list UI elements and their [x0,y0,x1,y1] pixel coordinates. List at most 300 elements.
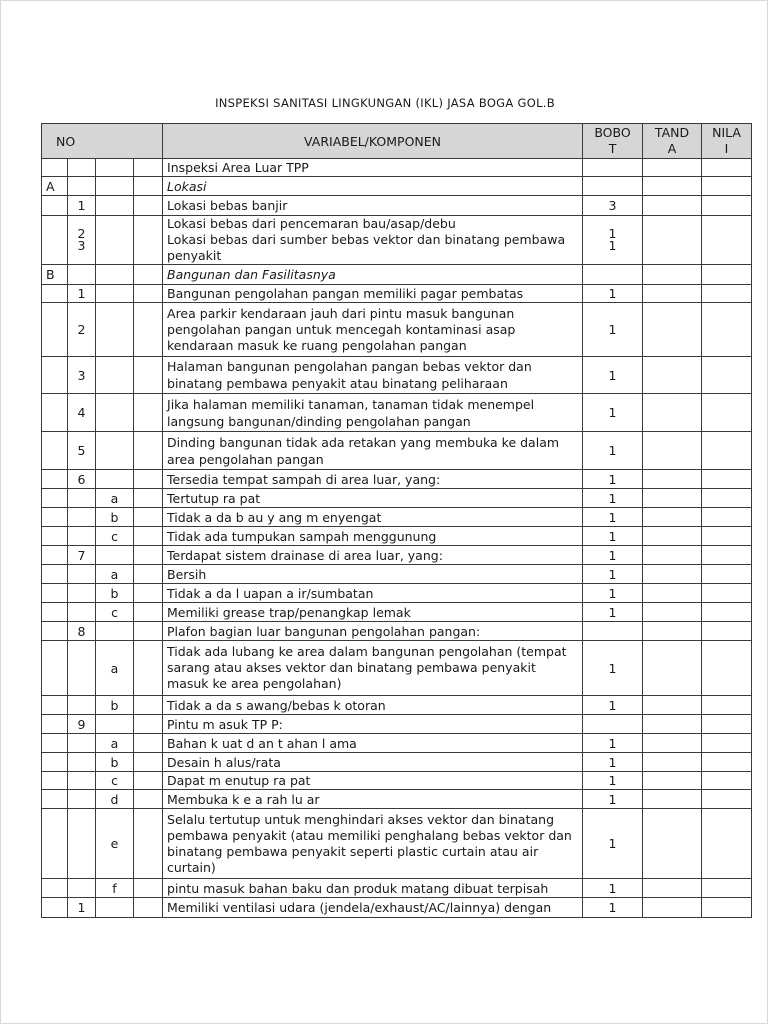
bobot-cell: 1 [583,508,643,527]
nilai-cell [702,546,752,565]
item-number-cell [68,584,96,603]
nilai-cell [702,622,752,641]
table-row [42,489,752,508]
variable-cell [163,159,583,177]
nilai-cell [702,753,752,772]
sub-item-cell: f [96,879,134,898]
variable-text-line: penyakit [167,248,222,263]
variable-cell [163,565,583,584]
table-row [42,584,752,603]
variable-cell [163,753,583,772]
nilai-cell [702,527,752,546]
spacer-cell [134,177,163,196]
sub-item-cell: c [96,772,134,790]
item-number-cell: 1 [68,196,96,216]
spacer-cell [134,809,163,879]
item-number-cell [68,159,96,177]
variable-text-line: Tidak a da b au y ang m enyengat [167,509,382,525]
tanda-cell [643,734,702,753]
nilai-cell [702,394,752,432]
bobot-cell: 1 [583,641,643,696]
bobot-cell: 1 [583,809,643,879]
bobot-cell [583,265,643,285]
tanda-cell [643,584,702,603]
table-row [42,285,752,303]
variable-text-line: Terdapat sistem drainase di area luar, yang: [167,547,443,563]
item-number-cell [68,603,96,622]
variable-text-line: Selalu tertutup untuk menghindari akses vektor dan binatang [167,811,555,827]
item-number-cell: 1 [68,285,96,303]
nilai-cell [702,734,752,753]
variable-cell [163,584,583,603]
tanda-cell [643,285,702,303]
variable-text-line: Tidak ada lubang ke area dalam bangunan pengolahan (tempat [167,644,567,659]
sub-item-cell: d [96,790,134,809]
item-number-cell [68,753,96,772]
tanda-cell [643,753,702,772]
spacer-cell [134,790,163,809]
tanda-cell [643,196,702,216]
item-number-cell: 8 [68,622,96,641]
variable-cell [163,696,583,715]
table-row [42,177,752,196]
item-number-cell [68,565,96,584]
tanda-cell [643,216,702,265]
tanda-cell [643,177,702,196]
nilai-cell [702,303,752,357]
sub-item-cell [96,196,134,216]
section-cell [42,159,68,177]
nilai-cell [702,265,752,285]
nilai-cell [702,565,752,584]
section-cell [42,772,68,790]
tanda-cell [643,772,702,790]
nilai-cell [702,641,752,696]
sub-item-cell [96,303,134,357]
table-row [42,303,752,357]
sub-item-cell: e [96,809,134,879]
item-number-cell [68,772,96,790]
bobot-cell: 1 [583,303,643,357]
table-body [42,159,752,918]
variable-cell [163,734,583,753]
variable-cell [163,546,583,565]
tanda-cell [643,432,702,470]
spacer-cell [134,265,163,285]
variable-text-line: Memiliki grease trap/penangkap lemak [167,604,411,620]
item-number-cell [68,790,96,809]
item-number-cell [68,734,96,753]
nilai-cell [702,508,752,527]
sub-item-cell [96,285,134,303]
section-cell [42,196,68,216]
spacer-cell [134,753,163,772]
item-number-cell: 2 [68,303,96,357]
variable-text-line: Bahan k uat d an t ahan l ama [167,735,357,751]
variable-cell [163,357,583,394]
variable-cell [163,265,583,285]
bobot-cell: 1 [583,357,643,394]
nilai-cell [702,285,752,303]
table-row [42,470,752,489]
nilai-cell [702,696,752,715]
bobot-cell: 1 [583,898,643,918]
bobot-cell: 1 [583,394,643,432]
item-number-cell: 4 [68,394,96,432]
variable-cell [163,394,583,432]
nilai-cell [702,470,752,489]
sub-item-cell [96,622,134,641]
section-cell [42,489,68,508]
nilai-cell [702,603,752,622]
sub-item-cell: b [96,753,134,772]
item-number-cell [68,696,96,715]
tanda-cell [643,715,702,734]
nilai-cell [702,879,752,898]
item-number-cell: 1 [68,898,96,918]
item-number-cell [68,527,96,546]
nilai-cell [702,357,752,394]
table-row [42,753,752,772]
variable-text-line: masuk ke area pengolahan) [167,676,342,691]
item-number-cell: 3 [68,357,96,394]
spacer-cell [134,159,163,177]
variable-text-line: Lokasi bebas dari sumber bebas vektor dan binatang pembawa [167,232,566,247]
variable-text-line: Jika halaman memiliki tanaman, tanaman tidak menempel [167,396,535,412]
sub-item-cell [96,265,134,285]
tanda-cell [643,898,702,918]
sub-item-cell: a [96,734,134,753]
section-cell [42,696,68,715]
section-cell: A [42,177,68,196]
table-header-row [42,124,752,159]
nilai-cell [702,809,752,879]
variable-cell [163,432,583,470]
bobot-cell: 1 [583,565,643,584]
sub-item-cell: b [96,508,134,527]
bobot-cell: 1 1 [583,216,643,265]
section-cell [42,527,68,546]
section-cell [42,753,68,772]
variable-text-line: Tertutup ra pat [167,490,261,506]
item-number-cell [68,508,96,527]
variable-text-line: curtain) [167,859,216,875]
variable-text-line: binatang pembawa penyakit seperti plastic curtain atau air [167,843,539,859]
table-row [42,696,752,715]
variable-text-line: Plafon bagian luar bangunan pengolahan pangan: [167,623,481,639]
spacer-cell [134,394,163,432]
nilai-cell [702,159,752,177]
section-cell [42,879,68,898]
bobot-cell [583,159,643,177]
header-no: NO [42,124,163,159]
variable-cell [163,641,583,696]
table-row [42,898,752,918]
spacer-cell [134,715,163,734]
variable-text-line: Lokasi [167,178,207,194]
bobot-cell: 1 [583,470,643,489]
section-cell [42,546,68,565]
section-cell [42,622,68,641]
variable-text-line: pengolahan pangan untuk mencegah kontaminasi asap [167,321,516,337]
spacer-cell [134,696,163,715]
bobot-cell: 1 [583,879,643,898]
sub-item-cell [96,177,134,196]
table-row [42,622,752,641]
nilai-cell [702,898,752,918]
table-row [42,879,752,898]
section-cell [42,285,68,303]
variable-text-line: Tersedia tempat sampah di area luar, yang: [167,471,441,487]
tanda-cell [643,357,702,394]
nilai-cell [702,584,752,603]
spacer-cell [134,216,163,265]
sub-item-cell: b [96,696,134,715]
nilai-cell [702,196,752,216]
spacer-cell [134,584,163,603]
bobot-cell: 1 [583,489,643,508]
variable-text-line: area pengolahan pangan [167,451,324,467]
item-number-cell [68,641,96,696]
variable-cell [163,772,583,790]
inspection-table [41,123,752,918]
spacer-cell [134,879,163,898]
table-row [42,265,752,285]
bobot-cell: 1 [583,584,643,603]
table-row [42,216,752,265]
section-cell [42,734,68,753]
bobot-cell [583,715,643,734]
section-cell [42,715,68,734]
header-bobot: BOBO T [583,124,643,159]
variable-text-line: Lokasi bebas banjir [167,198,288,213]
spacer-cell [134,196,163,216]
variable-cell [163,285,583,303]
tanda-cell [643,303,702,357]
bobot-cell: 1 [583,546,643,565]
item-number-cell: 2 3 [68,216,96,265]
section-cell [42,790,68,809]
variable-cell [163,470,583,489]
table-row [42,641,752,696]
variable-text-line: Area parkir kendaraan jauh dari pintu masuk bangunan [167,305,515,321]
tanda-cell [643,546,702,565]
variable-cell [163,715,583,734]
section-cell [42,303,68,357]
spacer-cell [134,603,163,622]
section-cell [42,584,68,603]
variable-text-line: Tidak ada tumpukan sampah menggunung [167,528,437,544]
tanda-cell [643,527,702,546]
variable-cell [163,790,583,809]
variable-cell [163,196,583,216]
section-cell [42,394,68,432]
nilai-cell [702,489,752,508]
sub-item-cell [96,432,134,470]
tanda-cell [643,265,702,285]
variable-text-line: langsung bangunan/dinding pengolahan pangan [167,413,471,429]
section-cell [42,603,68,622]
table-row [42,527,752,546]
header-tanda: TAND A [643,124,702,159]
item-number-cell: 5 [68,432,96,470]
tanda-cell [643,394,702,432]
tanda-cell [643,159,702,177]
bobot-cell: 1 [583,772,643,790]
spacer-cell [134,357,163,394]
section-cell [42,216,68,265]
header-nilai: NILA I [702,124,752,159]
tanda-cell [643,470,702,489]
spacer-cell [134,772,163,790]
tanda-cell [643,790,702,809]
tanda-cell [643,508,702,527]
variable-text-line: Lokasi bebas dari pencemaran bau/asap/debu [167,216,456,231]
nilai-cell [702,772,752,790]
bobot-cell: 1 [583,790,643,809]
sub-item-cell [96,898,134,918]
page-title: INSPEKSI SANITASI LINGKUNGAN (IKL) JASA BOGA GOL.B [215,96,555,110]
spacer-cell [134,641,163,696]
table-row [42,772,752,790]
table-row [42,159,752,177]
item-number-cell [68,809,96,879]
tanda-cell [643,603,702,622]
spacer-cell [134,303,163,357]
variable-text-line: Tidak a da l uapan a ir/sumbatan [167,585,374,601]
spacer-cell [134,527,163,546]
spacer-cell [134,508,163,527]
sub-item-cell [96,216,134,265]
variable-text-line: Memiliki ventilasi udara (jendela/exhaust/AC/lainnya) dengan [167,900,552,915]
variable-text-line: pintu masuk bahan baku dan produk matang dibuat terpisah [167,880,549,896]
sub-item-cell: a [96,489,134,508]
variable-text-line: binatang pembawa penyakit atau binatang peliharaan [167,376,508,391]
section-cell [42,470,68,489]
table-row [42,432,752,470]
tanda-cell [643,622,702,641]
spacer-cell [134,470,163,489]
tanda-cell [643,879,702,898]
spacer-cell [134,489,163,508]
table-row [42,809,752,879]
section-cell: B [42,265,68,285]
spacer-cell [134,734,163,753]
table-row [42,565,752,584]
variable-cell [163,809,583,879]
bobot-cell: 1 [583,285,643,303]
spacer-cell [134,622,163,641]
nilai-cell [702,216,752,265]
variable-text-line: Pintu m asuk TP P: [167,716,283,732]
variable-text-line: pembawa penyakit (atau memiliki penghalang bebas vektor dan [167,827,572,843]
sub-item-cell [96,470,134,489]
spacer-cell [134,285,163,303]
table-row [42,790,752,809]
item-number-cell [68,879,96,898]
table-row [42,394,752,432]
sub-item-cell [96,357,134,394]
variable-cell [163,508,583,527]
variable-text-line: Membuka k e a rah lu ar [167,791,320,807]
sub-item-cell [96,159,134,177]
header-variabel: VARIABEL/KOMPONEN [163,124,583,159]
table-row [42,715,752,734]
spacer-cell [134,565,163,584]
variable-text-line: Bersih [167,566,207,582]
table-row [42,546,752,565]
item-number-cell [68,177,96,196]
spacer-cell [134,546,163,565]
variable-text-line: kendaraan masuk ke ruang pengolahan pangan [167,337,467,353]
tanda-cell [643,641,702,696]
variable-text-line: sarang atau akses vektor dan binatang pembawa penyakit [167,660,536,675]
item-number-cell: 7 [68,546,96,565]
bobot-cell: 3 [583,196,643,216]
item-number-cell: 9 [68,715,96,734]
table-row [42,603,752,622]
nilai-cell [702,790,752,809]
variable-text-line: Tidak a da s awang/bebas k otoran [167,697,386,713]
sub-item-cell [96,715,134,734]
table-row [42,508,752,527]
variable-cell [163,622,583,641]
item-number-cell: 6 [68,470,96,489]
sub-item-cell: b [96,584,134,603]
tanda-cell [643,489,702,508]
variable-cell [163,303,583,357]
item-number-cell [68,489,96,508]
tanda-cell [643,809,702,879]
variable-cell [163,216,583,265]
sub-item-cell: c [96,527,134,546]
variable-text-line: Dapat m enutup ra pat [167,773,311,788]
section-cell [42,809,68,879]
variable-cell [163,879,583,898]
nilai-cell [702,715,752,734]
section-cell [42,565,68,584]
variable-text-line: Bangunan pengolahan pangan memiliki pagar pembatas [167,286,524,301]
table-row [42,734,752,753]
nilai-cell [702,432,752,470]
sub-item-cell: a [96,641,134,696]
variable-cell [163,603,583,622]
variable-cell [163,527,583,546]
sub-item-cell [96,546,134,565]
variable-cell [163,177,583,196]
bobot-cell: 1 [583,753,643,772]
section-cell [42,641,68,696]
variable-text-line: Desain h alus/rata [167,754,281,770]
variable-cell [163,489,583,508]
variable-text-line: Dinding bangunan tidak ada retakan yang membuka ke dalam [167,434,560,450]
variable-cell [163,898,583,918]
bobot-cell: 1 [583,432,643,470]
nilai-cell [702,177,752,196]
tanda-cell [643,696,702,715]
sub-item-cell [96,394,134,432]
spacer-cell [134,432,163,470]
bobot-cell [583,622,643,641]
section-cell [42,357,68,394]
section-cell [42,898,68,918]
sub-item-cell: c [96,603,134,622]
section-cell [42,508,68,527]
spacer-cell [134,898,163,918]
variable-text-line: Halaman bangunan pengolahan pangan bebas vektor dan [167,359,532,374]
item-number-cell [68,265,96,285]
variable-text-line: Inspeksi Area Luar TPP [167,160,309,175]
